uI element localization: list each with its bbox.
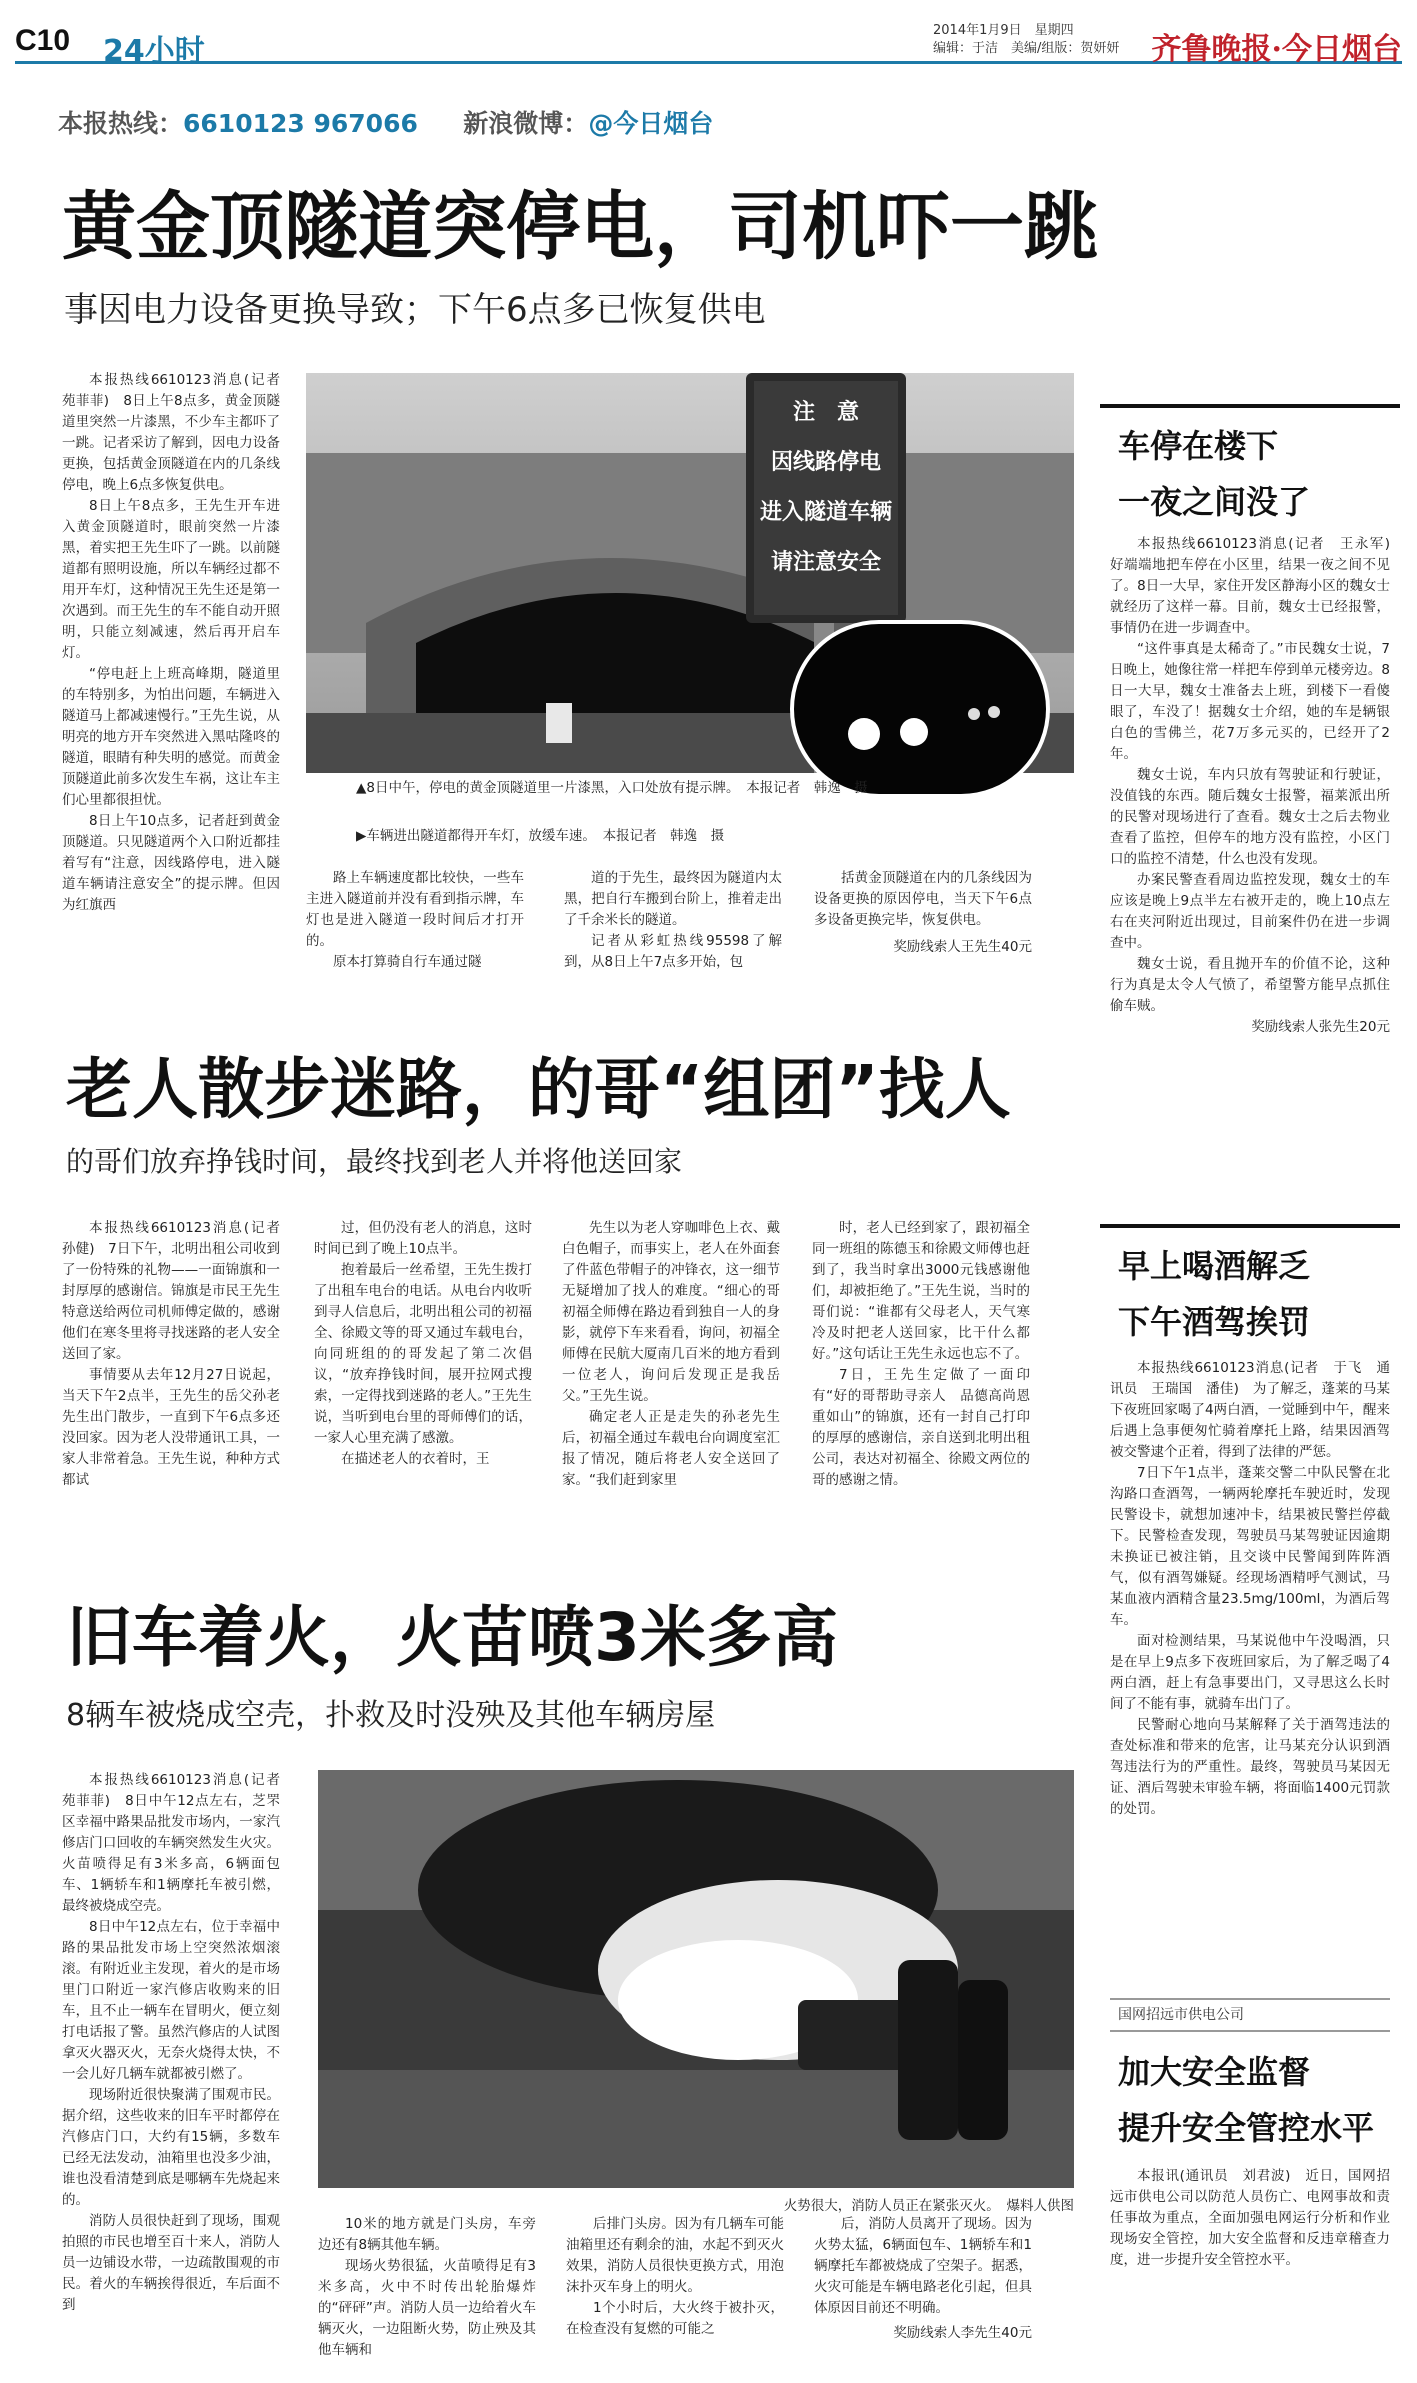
paragraph: 1个小时后，大火终于被扑灭，在检查没有复燃的可能之: [566, 2300, 784, 2337]
paragraph: 括黄金顶隧道在内的几条线因为设备更换的原因停电，当天下午6点多设备更换完毕，恢复供电。: [814, 870, 1032, 928]
sponsor-label: 国网招远市供电公司: [1110, 1998, 1390, 2032]
sidebar-story-b-title: [1118, 1238, 1310, 1350]
brand-name: 齐鲁晚报: [1151, 32, 1272, 67]
story1-column-3: [564, 868, 782, 988]
reward-credit: 奖励线索人李先生40元: [893, 2325, 1032, 2341]
paragraph: 7日，王先生定做了一面印有“好的哥帮助寻亲人 品德高尚恩重如山”的锦旗，还有一封自己打印的厚厚的感谢信，亲自送到北明出租公司，表达对初福全、徐殿文两位的哥的感谢之情。: [812, 1367, 1030, 1488]
sidebar-story-c-title: [1118, 2044, 1374, 2156]
paragraph: 记者从彩虹热线95598了解到，从8日上午7点多开始，包: [564, 933, 782, 970]
hotline-numbers: 6610123 967066: [183, 109, 418, 138]
section-name: 24小时: [103, 34, 205, 69]
masthead: [15, 18, 1402, 69]
reward-credit: 奖励线索人王先生40元: [893, 939, 1032, 955]
sidebar-story-a-body: [1110, 534, 1404, 1164]
night-tunnel-inset-photo: [790, 620, 1050, 798]
brand-subtitle: ·今日烟台: [1271, 32, 1402, 67]
story2-column-4: [812, 1218, 1030, 1542]
story3-subhead: 8辆车被烧成空壳，扑救及时没殃及其他车辆房屋: [66, 1698, 716, 1733]
date-line: 2014年1月9日 星期四: [933, 23, 1074, 38]
title-line: 车停在楼下: [1118, 427, 1279, 465]
paragraph: “这件事真是太稀奇了。”市民魏女士说，7日晚上，她像往常一样把车停到单元楼旁边。8日一大早，魏女士准备去上班，到楼下一看傻眼了，车没了！据魏女士介绍，她的车是辆银白色的雪佛兰，花7万多元买的，已经开了2年。: [1110, 641, 1390, 762]
story1-column-1: [62, 370, 294, 913]
editors-line: 编辑：于洁 美编/组版：贺妍妍: [933, 41, 1120, 56]
story2-column-3: [562, 1218, 780, 1542]
weibo-label: 新浪微博：: [463, 109, 589, 138]
title-line: 加大安全监督: [1118, 2053, 1311, 2091]
sidebar-story-c-body: [1110, 2166, 1390, 2366]
paragraph: 民警耐心地向马某解释了关于酒驾违法的查处标准和带来的危害，让马某充分认识到酒驾违法行为的严重性。最终，驾驶员马某因无证、酒后驾驶未审验车辆，将面临1400元罚款的处罚。: [1110, 1717, 1390, 1817]
weibo-handle: @今日烟台: [588, 109, 714, 138]
sidebar-rule: [1100, 404, 1400, 408]
story3-column-3: [566, 2214, 784, 2374]
paragraph: 在描述老人的衣着时，王: [341, 1451, 490, 1467]
paragraph: 消防人员很快赶到了现场，围观拍照的市民也增至百十来人，消防人员一边铺设水带，一边疏散围观的市民。着火的车辆挨得很近，车后面不到: [62, 2213, 280, 2313]
story3-column-4: [814, 2214, 1032, 2374]
paragraph: 抱着最后一丝希望，王先生拨打了出租车电台的电话。从电台内收听到寻人信息后，北明出租公司的初福全、徐殿文等的哥又通过车载电台，向同班组的的哥发起了第二次倡议，“放弃挣钱时间，展开拉网式搜索，一定得找到迷路的老人。”王先生说，当听到电台里的哥师傅们的话，一家人心里充满了感激。: [314, 1262, 532, 1446]
paragraph: 魏女士说，车内只放有驾驶证和行驶证，没值钱的东西。随后魏女士报警，福莱派出所的民警对现场进行了查看。魏女士之后去物业查看了监控，但停车的地方没有监控，小区门口的监控不清楚，什么也没有发现。: [1110, 767, 1390, 867]
paragraph: 现场火势很猛，火苗喷得足有3米多高，火中不时传出轮胎爆炸的“砰砰”声。消防人员一边给着火车辆灭火，一边阻断火势，防止殃及其他车辆和: [318, 2258, 536, 2358]
hotline-label: 本报热线：: [58, 109, 184, 138]
paragraph: 办案民警查看周边监控发现，魏女士的车应该是晚上9点半左右被开走的，晚上10点左右在夹河附近出现过，目前案件仍在进一步调查中。: [1110, 872, 1390, 951]
title-line: 提升安全管控水平: [1118, 2109, 1375, 2147]
hotline-bar: [58, 104, 713, 140]
paragraph: 魏女士说，看且抛开车的价值不论，这种行为真是太令人气愤了，希望警方能早点抓住偷车贼。: [1110, 956, 1390, 1014]
paragraph: 路上车辆速度都比较快，一些车主进入隧道前并没有看到指示牌，车灯也是进入隧道一段时间后才打开的。: [306, 870, 524, 949]
sidebar-rule: [1100, 1224, 1400, 1228]
story1-caption-2: ▶车辆进出隧道都得开车灯，放缓车速。 本报记者 韩逸 摄: [356, 828, 725, 844]
paragraph: 8日中午12点左右，位于幸福中路的果品批发市场上空突然浓烟滚滚。有附近业主发现，着火的是市场里门口附近一家汽修店收购来的旧车，且不止一辆车在冒明火，便立刻打电话报了警。虽然汽修店的人试图拿灭火器灭火，无奈火烧得太快，不一会儿好几辆车就都被引燃了。: [62, 1919, 280, 2082]
reward-credit: 奖励线索人张先生20元: [1251, 1019, 1390, 1035]
page-code: C10: [15, 24, 71, 57]
title-line: 早上喝酒解乏: [1118, 1247, 1311, 1285]
sidebar-story-a-title: [1118, 418, 1310, 530]
paragraph: 后，消防人员离开了现场。因为火势太猛，6辆面包车、1辆轿车和1辆摩托车都被烧成了空架子。据悉，火灾可能是车辆电路老化引起，但具体原因目前还不明确。: [814, 2216, 1032, 2316]
car-fire-photo: [318, 1770, 1074, 2188]
paragraph: 8日上午8点多，王先生开车进入黄金顶隧道时，眼前突然一片漆黑，着实把王先生吓了一跳。以前隧道都有照明设施，所以车辆经过都不用开车灯，这种情况王先生还是第一次遇到。而王先生的车不能自动开照明，只能立刻减速，然后再开启车灯。: [62, 498, 280, 661]
paragraph: 道的于先生，最终因为隧道内太黑，把自行车搬到台阶上，推着走出了千余米长的隧道。: [564, 870, 782, 928]
newspaper-brand: [1152, 24, 1402, 68]
paragraph: 本报热线6610123消息(记者 于飞 通讯员 王瑞国 潘佳) 为了解乏，蓬莱的马某下夜班回家喝了4两白酒，一觉睡到中午，醒来后遇上急事便匆忙骑着摩托上路，结果因酒驾被交警逮个正着，得到了法律的严惩。: [1110, 1360, 1390, 1460]
story2-column-1: [62, 1218, 294, 1542]
sign-line-1: 注 意: [792, 400, 860, 425]
story2-subhead: 的哥们放弃挣钱时间，最终找到老人并将他送回家: [66, 1145, 683, 1178]
story3-column-1: [62, 1770, 294, 2370]
story2-column-2: [314, 1218, 532, 1542]
paragraph: 8日上午10点多，记者赶到黄金顶隧道。只见隧道两个入口附近都挂着写有“注意，因线路停电，进入隧道车辆请注意安全”的提示牌。但因为红旗西: [62, 813, 280, 913]
paragraph: 后排门头房。因为有几辆车可能油箱里还有剩余的油，水起不到灭火效果，消防人员很快更换方式，用泡沫扑灭车身上的明火。: [566, 2216, 784, 2295]
paragraph: 时，老人已经到家了，跟初福全同一班组的陈德玉和徐殿文师傅也赶到了，我当时拿出3000元钱感谢他们，却被拒绝了。”王先生说，当时的哥们说：“谁都有父母老人，天气寒冷及时把老人送回家，比干什么都好。”这句话让王先生永远也忘不了。: [812, 1220, 1030, 1362]
paragraph: 确定老人正是走失的孙老先生后，初福全通过车载电台向调度室汇报了情况，随后将老人安全送回了家。“我们赶到家里: [562, 1409, 780, 1488]
story3-headline: 旧车着火，火苗喷3米多高: [66, 1599, 838, 1676]
paragraph: 面对检测结果，马某说他中午没喝酒，只是在早上9点多下夜班回家后，为了解乏喝了4两白酒，赶上有急事要出门，又寻思这么长时间了不能有事，就骑车出门了。: [1110, 1633, 1390, 1712]
title-line: 下午酒驾挨罚: [1118, 1303, 1311, 1341]
story3-column-2: [318, 2214, 536, 2374]
fire-illustration: [318, 1770, 1074, 2188]
headlights-illustration: [794, 624, 1054, 802]
story1-column-2: [306, 868, 524, 988]
paragraph: 现场附近很快聚满了围观市民。据介绍，这些收来的旧车平时都停在汽修店门口，大约有15辆，多数车已经无法发动，油箱里也没多少油，谁也没看清楚到底是哪辆车先烧起来的。: [62, 2087, 280, 2208]
sign-line-4: 请注意安全: [770, 550, 882, 575]
story1-headline: 黄金顶隧道突停电，司机吓一跳: [62, 184, 1098, 270]
paragraph: 本报热线6610123消息(记者 孙健) 7日下午，北明出租公司收到了一份特殊的礼物——一面锦旗和一封厚厚的感谢信。锦旗是市民王先生特意送给两位司机师傅定做的，感谢他们在寒冬里将寻找迷路的老人安全送回了家。: [62, 1220, 294, 1362]
story2-headline: 老人散步迷路，的哥“组团”找人: [66, 1051, 1011, 1128]
paragraph: 本报讯(通讯员 刘君波) 近日，国网招远市供电公司以防范人员伤亡、电网事故和责任事故为重点，全面加强电网运行分析和作业现场安全管控，加大安全监督和反违章稽查力度，进一步提升安全管控水平。: [1110, 2168, 1390, 2268]
paragraph: 过，但仍没有老人的消息，这时时间已到了晚上10点半。: [314, 1220, 532, 1257]
paragraph: 本报热线6610123消息(记者 王永军) 好端端地把车停在小区里，结果一夜之间不见了。8日一大早，家住开发区静海小区的魏女士就经历了这样一幕。目前，魏女士已经报警，事情仍在进一步调查中。: [1110, 536, 1404, 636]
paragraph: 本报热线6610123消息(记者 苑菲菲) 8日上午8点多，黄金顶隧道里突然一片漆黑，不少车主都吓了一跳。记者采访了解到，因电力设备更换，包括黄金顶隧道在内的几条线停电，晚上6点多恢复供电。: [62, 372, 294, 493]
story1-column-4: [814, 868, 1032, 988]
paragraph: 本报热线6610123消息(记者 苑菲菲) 8日中午12点左右，芝罘区幸福中路果品批发市场内，一家汽修店门口回收的车辆突然发生火灾。火苗喷得足有3米多高，6辆面包车、1辆轿车和1辆摩托车被引燃，最终被烧成空壳。: [62, 1772, 294, 1914]
sidebar-story-b-body: [1110, 1358, 1390, 1968]
story1-subhead: 事因电力设备更换导致；下午6点多已恢复供电: [64, 290, 766, 330]
paragraph: 7日下午1点半，蓬莱交警二中队民警在北沟路口查酒驾，一辆两轮摩托车驶近时，发现民警设卡，就想加速冲卡，结果被民警拦停截下。民警检查发现，驾驶员马某驾驶证因逾期未换证已被注销，且交谈中民警闻到阵阵酒气，似有酒驾嫌疑。经现场酒精呼气测试，马某血液内酒精含量23.5mg/100ml，为酒后驾车。: [1110, 1465, 1390, 1628]
paragraph: 事情要从去年12月27日说起，当天下午2点半，王先生的岳父孙老先生出门散步，一直到下午6点多还没回家。因为老人没带通讯工具，一家人非常着急。王先生说，种种方式都试: [62, 1367, 280, 1488]
paragraph: 原本打算骑自行车通过隧: [333, 954, 482, 970]
story1-caption-1: ▲8日中午，停电的黄金顶隧道里一片漆黑，入口处放有提示牌。 本报记者 韩逸 摄: [356, 780, 868, 796]
story3-caption: 火势很大，消防人员正在紧张灭火。 爆料人供图: [783, 2198, 1074, 2214]
paragraph: 10米的地方就是门头房，车旁边还有8辆其他车辆。: [318, 2216, 536, 2253]
sign-line-3: 进入隧道车辆: [759, 500, 893, 525]
paragraph: “停电赶上上班高峰期，隧道里的车特别多，为怕出问题，车辆进入隧道马上都减速慢行。”王先生说，从明亮的地方开车突然进入黑咕隆咚的隧道，眼睛有种失明的感觉。而黄金顶隧道此前多次发生车祸，这让车主们心里都很担忧。: [62, 666, 280, 808]
paragraph: 先生以为老人穿咖啡色上衣、戴白色帽子，而事实上，老人在外面套了件蓝色带帽子的冲锋衣，这一细节无疑增加了找人的难度。“细心的哥初福全师傅在路边看到独自一人的身影，就停下车来看看，询问，初福全师傅在民航大厦南几百米的地方看到一位老人，询问后发现正是我岳父。”王先生说。: [562, 1220, 780, 1404]
sign-line-2: 因线路停电: [770, 450, 882, 475]
title-line: 一夜之间没了: [1118, 483, 1311, 521]
